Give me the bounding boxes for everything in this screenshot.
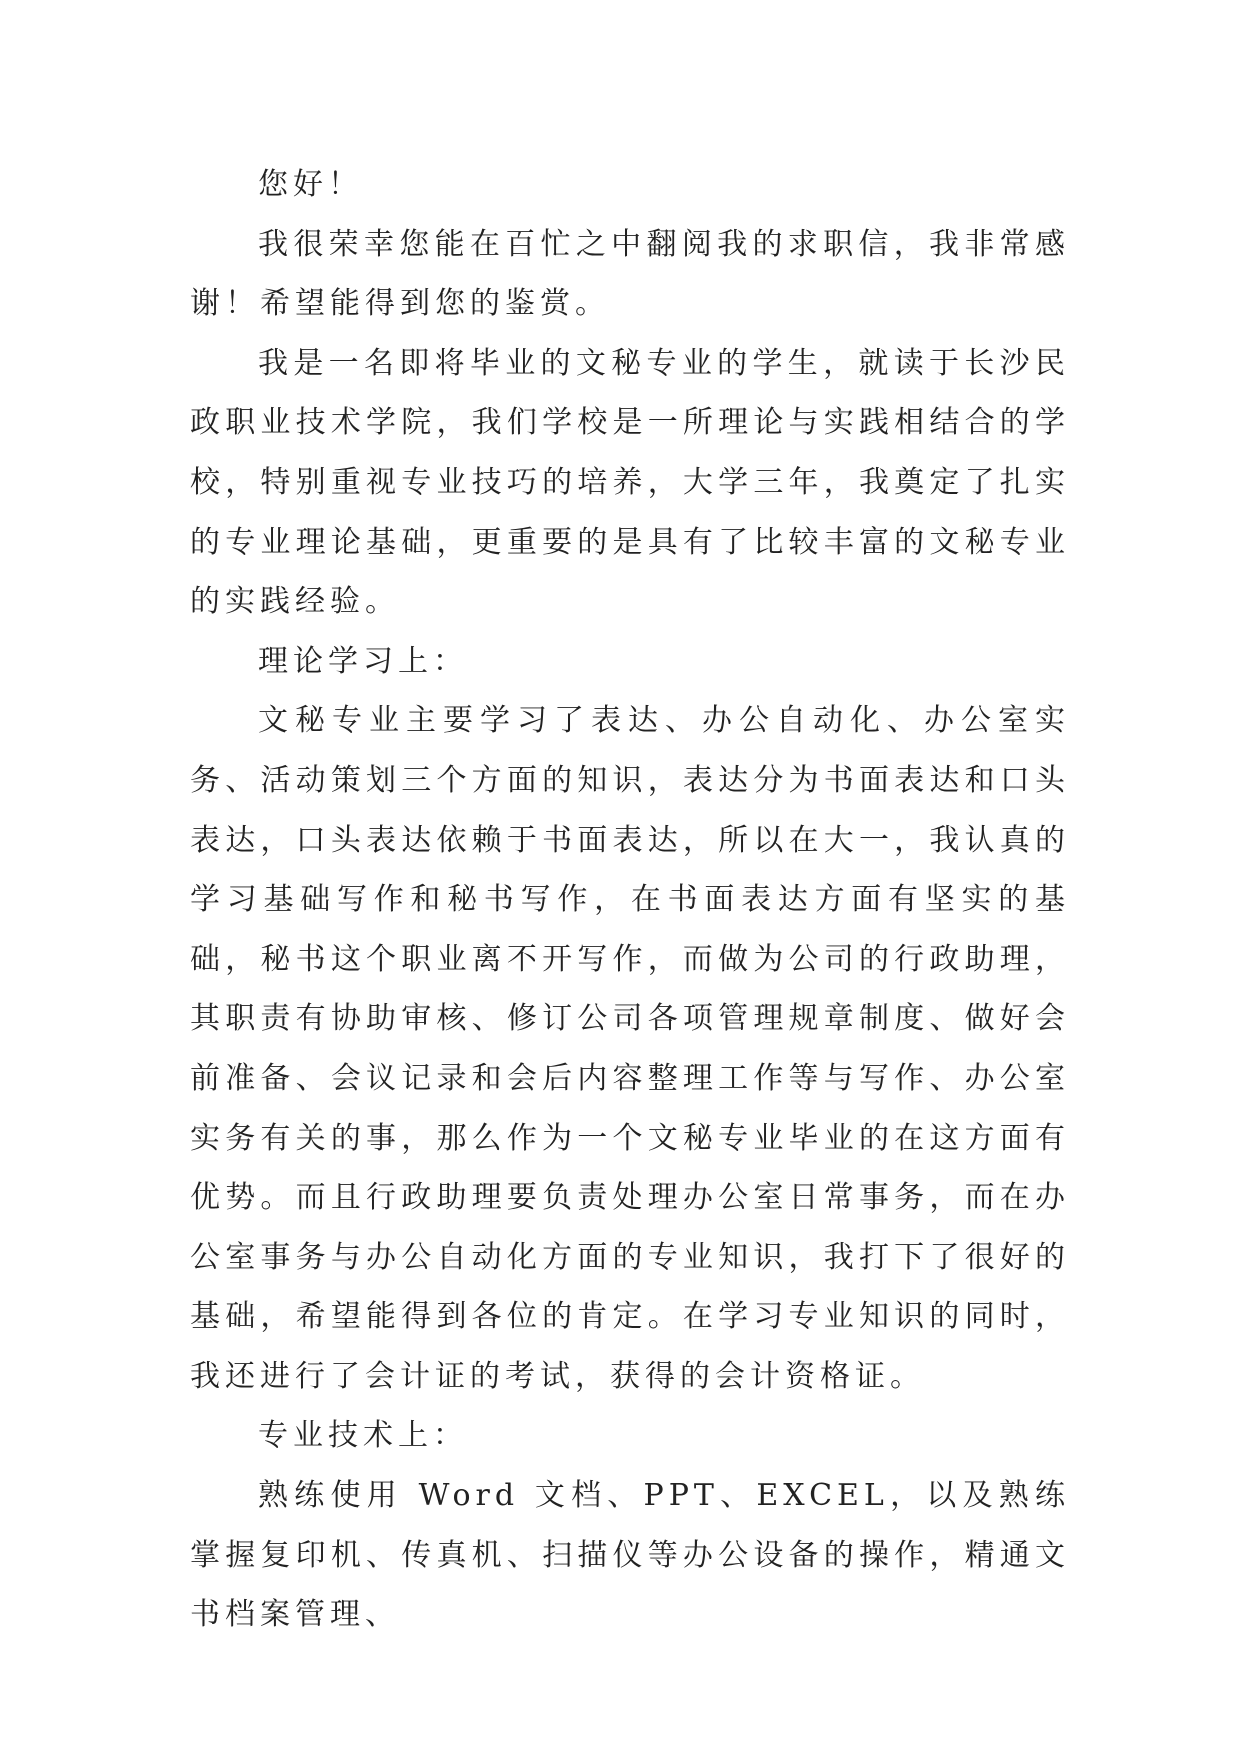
technical-skills-heading: 专业技术上： <box>258 1418 468 1454</box>
thanks-paragraph: 我很荣幸您能在百忙之中翻阅我的求职信，我非常感谢！希望能得到您的鉴赏。 <box>190 226 1070 322</box>
letter-body <box>190 155 1070 1645</box>
greeting-paragraph: 您好！ <box>258 167 363 202</box>
technical-skills-paragraph: 熟练使用 Word 文档、PPT、EXCEL，以及熟练掌握复印机、传真机、扫描仪等办公设备的操作，精通文书档案管理、 <box>190 1478 1070 1633</box>
theory-study-paragraph: 文秘专业主要学习了表达、办公自动化、办公室实务、活动策划三个方面的知识，表达分为书面表达和口头表达，口头表达依赖于书面表达，所以在大一，我认真的学习基础写作和秘书写作，在书面表达方面有坚实的基础，秘书这个职业离不开写作，而做为公司的行政助理，其职责有协助审核、修订公司各项管理规章制度、做好会前准备、会议记录和会后内容整理工作等与写作、办公室实务有关的事，那么作为一个文秘专业毕业的在这方面有优势。而且行政助理要负责处理办公室日常事务，而在办公室事务与办公自动化方面的专业知识，我打下了很好的基础，希望能得到各位的肯定。在学习专业知识的同时，我还进行了会计证的考试，获得的会计资格证。 <box>190 703 1070 1394</box>
theory-study-heading: 理论学习上： <box>258 643 468 679</box>
introduction-paragraph: 我是一名即将毕业的文秘专业的学生，就读于长沙民政职业技术学院，我们学校是一所理论与实践相结合的学校，特别重视专业技巧的培养，大学三年，我奠定了扎实的专业理论基础，更重要的是具有了比较丰富的文秘专业的实践经验。 <box>190 345 1070 620</box>
